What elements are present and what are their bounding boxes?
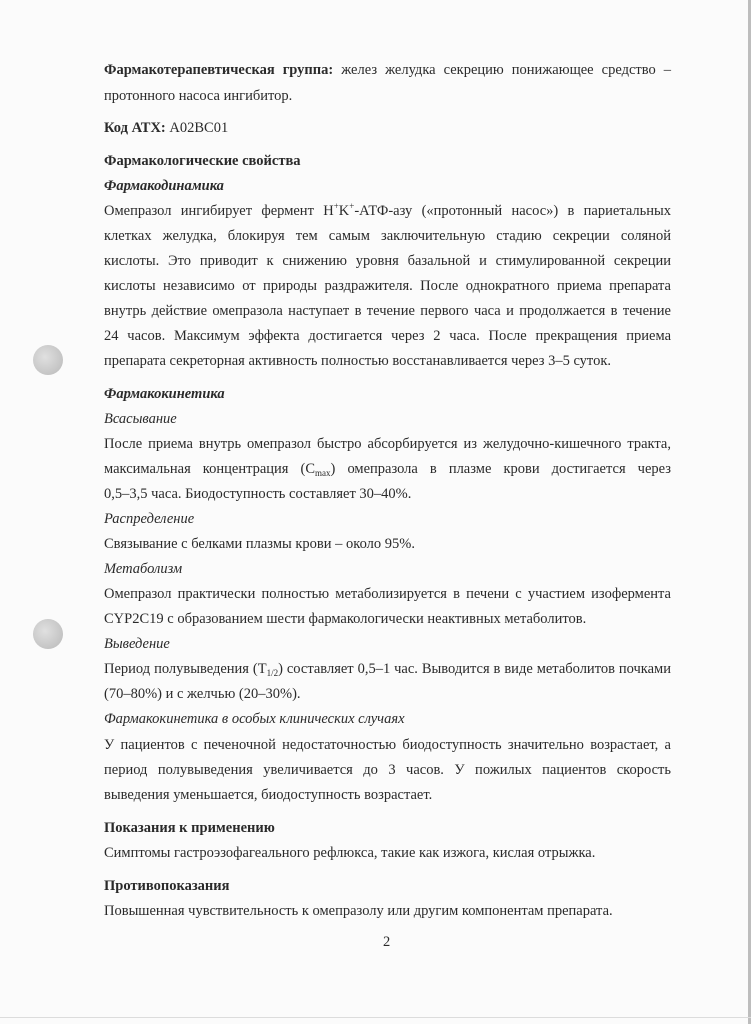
excretion-line: [104, 659, 671, 679]
absorption-text: максимальная концентрация (C: [104, 461, 316, 477]
metabolism-line: CYP2C19 с образованием шести фармакологически неактивных метаболитов.: [104, 611, 587, 627]
indications-line: Симптомы гастроэзофагеального рефлюкса, такие как изжога, кислая отрыжка.: [104, 845, 596, 861]
document-body: [104, 0, 671, 1024]
pharmacodynamics-heading: Фармакодинамика: [104, 178, 224, 194]
atc-label: Код АТХ:: [104, 120, 166, 136]
metabolism-heading: Метаболизм: [104, 561, 183, 577]
subscript: 1/2: [266, 668, 279, 678]
subscript: max: [315, 468, 331, 478]
pd-line: клетках желудка, блокируя тем самым заключительную стадию секреции соляной: [104, 228, 671, 244]
metabolism-line: Омепразол практически полностью метаболизируется в печени с участием изофермента: [104, 586, 671, 602]
absorption-line: 0,5–3,5 часа. Биодоступность составляет 30–40%.: [104, 486, 412, 502]
pd-line: кислоты независимо от природы раздражителя. После однократного приема препарата: [104, 278, 671, 294]
page-number: 2: [383, 934, 391, 950]
pd-line: [104, 201, 671, 221]
special-cases-line: У пациентов с печеночной недостаточностью биодоступность значительно возрастает, а: [104, 737, 671, 753]
pd-text: Омепразол ингибирует фермент H: [104, 203, 334, 219]
pharmacokinetics-heading: Фармакокинетика: [104, 386, 225, 402]
punch-hole: [33, 619, 63, 649]
pharm-group-line-1: [104, 60, 671, 80]
pd-line: 24 часов. Максимум эффекта достигается через 2 часа. После прекращения приема: [104, 328, 671, 344]
pd-text: K: [338, 203, 350, 219]
absorption-heading: Всасывание: [104, 411, 177, 427]
punch-hole: [33, 345, 63, 375]
superscript: +: [333, 201, 339, 211]
atc-line: [104, 118, 228, 138]
pharm-group-line-2: протонного насоса ингибитор.: [104, 88, 293, 104]
special-cases-line: период полувыведения увеличивается до 3 часов. У пожилых пациентов скорость: [104, 762, 671, 778]
special-cases-heading: Фармакокинетика в особых клинических случаях: [104, 711, 405, 727]
pd-line: препарата секреторная активность полностью восстанавливается через 3–5 суток.: [104, 353, 611, 369]
pd-line: кислоты. Это приводит к снижению уровня базальной и стимулированной секреции: [104, 253, 671, 269]
properties-heading: Фармакологические свойства: [104, 153, 301, 169]
bottom-edge-line: [0, 1017, 751, 1018]
excretion-heading: Выведение: [104, 636, 170, 652]
absorption-line: После приема внутрь омепразол быстро абсорбируется из желудочно-кишечного тракта,: [104, 436, 671, 452]
absorption-text: ) омепразола в плазме крови достигается через: [330, 461, 671, 477]
special-cases-line: выведения уменьшается, биодоступность возрастает.: [104, 787, 433, 803]
excretion-text: ) составляет 0,5–1 час. Выводится в виде метаболитов почками: [278, 661, 671, 677]
pd-line: внутрь действие омепразола наступает в течение первого часа и продолжается в течение: [104, 303, 671, 319]
contraindications-line: Повышенная чувствительность к омепразолу или другим компонентам препарата.: [104, 903, 613, 919]
pd-text: -АТФ-азу («протонный насос») в париетальных: [354, 203, 671, 219]
distribution-heading: Распределение: [104, 511, 195, 527]
distribution-line: Связывание с белками плазмы крови – около 95%.: [104, 536, 415, 552]
superscript: +: [349, 201, 355, 211]
pharm-group-label: Фармакотерапевтическая группа:: [104, 62, 334, 78]
excretion-line: (70–80%) и с желчью (20–30%).: [104, 686, 301, 702]
excretion-text: Период полувыведения (T: [104, 661, 267, 677]
atc-value: A02BC01: [165, 120, 229, 136]
contraindications-heading: Противопоказания: [104, 878, 230, 894]
absorption-line: [104, 459, 671, 479]
indications-heading: Показания к применению: [104, 820, 275, 836]
pharm-group-text: желез желудка секрецию понижающее средство –: [333, 62, 672, 78]
